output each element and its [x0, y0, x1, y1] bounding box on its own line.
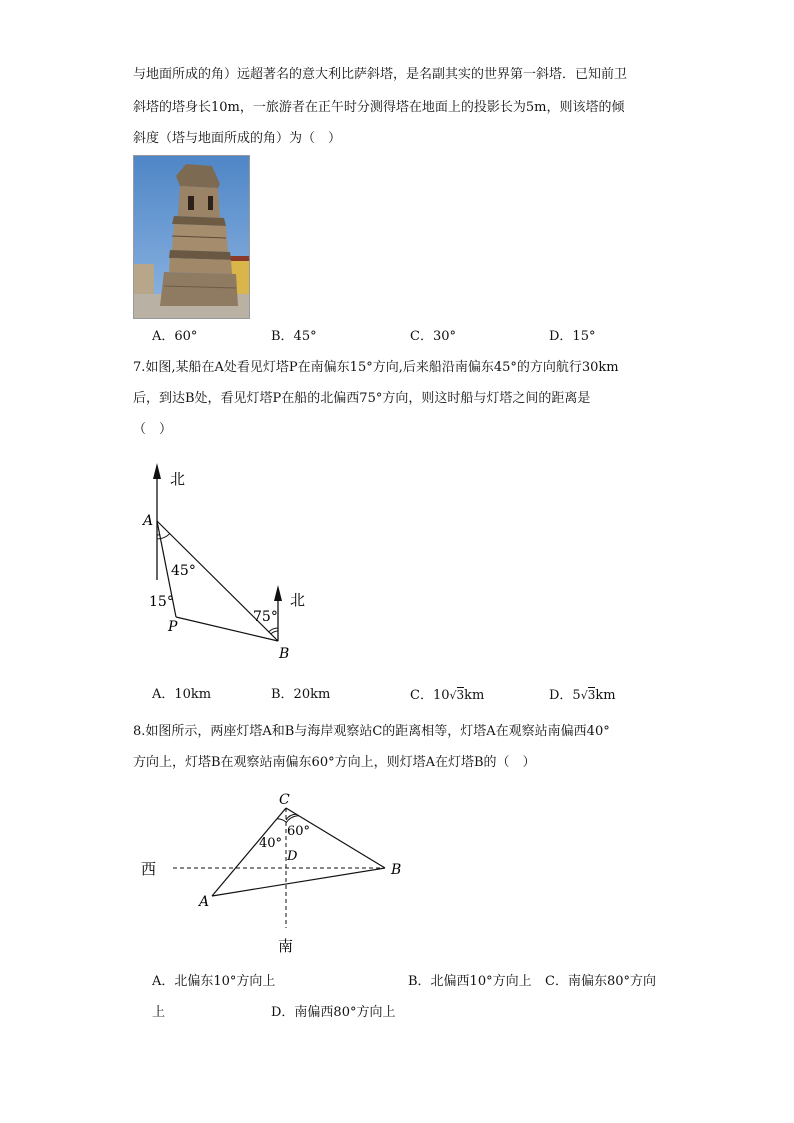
q8-angle-40: 40°	[259, 836, 283, 851]
q7-angle-75: 75°	[253, 609, 278, 625]
q7-option-c-label: C．10	[410, 688, 450, 703]
tower-illustration	[134, 156, 249, 318]
sqrt-icon: √	[449, 689, 457, 702]
q8-angle-60: 60°	[287, 824, 311, 839]
q8-point-b: B	[391, 862, 402, 878]
q8-point-d: D	[287, 849, 298, 864]
q8-line-2: 方向上，灯塔B在观察站南偏东60°方向上，则灯塔A在灯塔B的（ ）	[133, 755, 536, 770]
sqrt-icon: √	[580, 689, 588, 702]
q6-option-b[interactable]: B．45°	[271, 329, 317, 344]
q8-point-c: C	[279, 792, 290, 808]
q6-line-1: 与地面所成的角）远超著名的意大利比萨斜塔，是名副其实的世界第一斜塔．已知前卫	[133, 67, 628, 82]
q7-line-1: 7.如图,某船在A处看见灯塔P在南偏东15°方向,后来船沿南偏东45°的方向航行30km	[133, 360, 619, 375]
q7-option-d-unit: km	[595, 688, 616, 703]
q7-angle-45: 45°	[171, 563, 196, 579]
q8-line-1: 8.如图所示，两座灯塔A和B与海岸观察站C的距离相等，灯塔A在观察站南偏西40°	[133, 724, 610, 739]
q7-option-b[interactable]: B．20km	[271, 687, 331, 702]
q6-option-d[interactable]: D．15°	[549, 329, 596, 344]
q6-option-a[interactable]: A．60°	[152, 329, 198, 344]
q7-north-label-a: 北	[170, 470, 186, 488]
q7-point-b: B	[279, 646, 290, 662]
q7-figure	[130, 455, 330, 670]
q8-option-c-continued[interactable]: 上	[152, 1005, 166, 1020]
q8-option-c[interactable]: C．南偏东80°方向	[545, 974, 656, 989]
q7-point-p: P	[168, 619, 178, 635]
q8-option-b[interactable]: B．北偏西10°方向上	[408, 974, 532, 989]
q8-figure	[135, 788, 415, 958]
q7-north-label-b: 北	[290, 591, 306, 609]
q7-option-a[interactable]: A．10km	[152, 687, 212, 702]
q8-west-label: 西	[141, 860, 157, 878]
q7-option-c-unit: km	[464, 688, 485, 703]
q8-option-d[interactable]: D．南偏西80°方向上	[271, 1005, 396, 1020]
q8-south-label: 南	[278, 937, 294, 955]
q6-option-c[interactable]: C．30°	[410, 329, 456, 344]
leaning-tower-photo	[133, 155, 250, 319]
q7-option-c[interactable]	[410, 686, 484, 705]
q8-point-a: A	[199, 894, 210, 910]
q7-line-3: （ ）	[133, 422, 173, 437]
q6-line-2: 斜塔的塔身长10m，一旅游者在正午时分测得塔在地面上的投影长为5m，则该塔的倾	[133, 100, 625, 115]
q8-option-a[interactable]: A．北偏东10°方向上	[152, 974, 276, 989]
q7-option-d[interactable]	[549, 686, 616, 705]
q7-option-d-radicand: 3	[587, 688, 596, 702]
q7-option-d-label: D．5	[549, 688, 581, 703]
q7-line-2: 后，到达B处，看见灯塔P在船的北偏西75°方向，则这时船与灯塔之间的距离是	[133, 391, 591, 406]
q7-option-c-radicand: 3	[456, 688, 465, 702]
q6-line-3: 斜度（塔与地面所成的角）为（ ）	[133, 131, 342, 146]
q7-angle-15: 15°	[149, 594, 174, 610]
q7-point-a: A	[143, 513, 154, 529]
